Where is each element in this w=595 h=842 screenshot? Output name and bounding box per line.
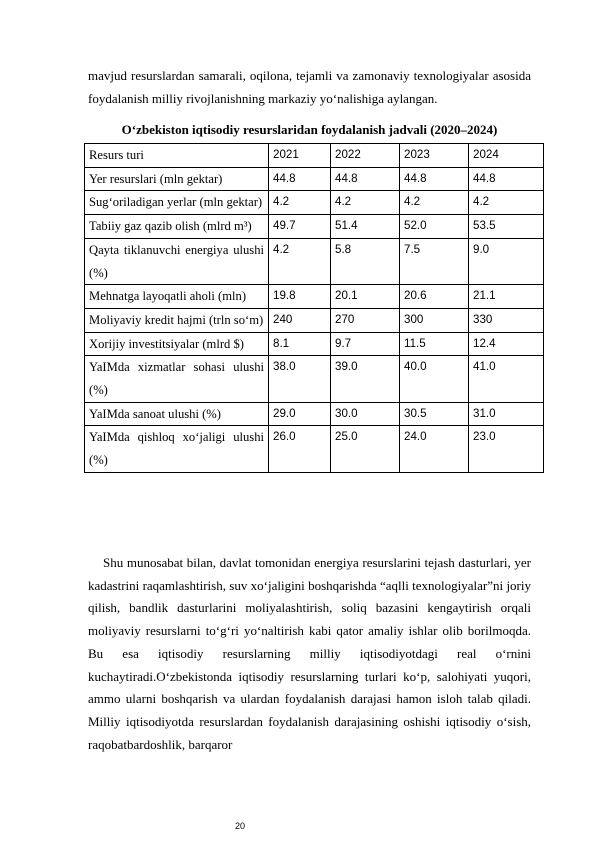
value-cell-2024: 31.0 — [469, 402, 544, 426]
value-cell-2021: 240 — [269, 308, 331, 332]
value-cell-2022: 44.8 — [331, 167, 400, 191]
value-cell-2024: 44.8 — [469, 167, 544, 191]
value-cell-2023: 44.8 — [400, 167, 469, 191]
header-cell-2023: 2023 — [400, 144, 469, 168]
value-cell-2023: 30.5 — [400, 402, 469, 426]
value-cell-2023: 24.0 — [400, 426, 469, 472]
table-row — [85, 285, 544, 309]
table-row — [85, 402, 544, 426]
value-cell-2022: 39.0 — [331, 356, 400, 402]
table-row — [85, 191, 544, 215]
resource-name-cell: Sug‘oriladigan yerlar (mln gektar) — [85, 191, 269, 215]
value-cell-2021: 4.2 — [269, 191, 331, 215]
value-cell-2022: 30.0 — [331, 402, 400, 426]
table-row — [85, 238, 544, 284]
resource-name-cell: Yer resurslari (mln gektar) — [85, 167, 269, 191]
value-cell-2022: 51.4 — [331, 215, 400, 239]
value-cell-2023: 7.5 — [400, 238, 469, 284]
value-cell-2023: 11.5 — [400, 332, 469, 356]
header-cell-2021: 2021 — [269, 144, 331, 168]
paragraph-body: Shu munosabat bilan, davlat tomonidan energiya resurslarini tejash dasturlari, yer kadastrini raqamlashtirish, suv xo‘jaligini boshqarishda “aqlli texnologiyalar”ni joriy qilish, bandlik dasturlarini moliyalashtirish, soliq bazasini kengaytirish orqali moliyaviy resurslarni to‘g‘ri yo‘naltirish kabi qator amaliy ishlar olib borilmoqda. Bu esa iqtisodiy resurslarning milliy iqtisodiyotdagi real o‘rnini kuchaytiradi.O‘zbekistonda iqtisodiy resurslarning turlari ko‘p, salohiyati yuqori, ammo ularni boshqarish va ulardan foydalanish darajasi hamon isloh talab qiladi. Milliy iqtisodiyotda resurslardan foydalanish darajasining oshishi iqtisodiy o‘sish, raqobatbardoshlik, barqaror — [88, 555, 531, 752]
header-cell-resource: Resurs turi — [85, 144, 269, 168]
value-cell-2024: 12.4 — [469, 332, 544, 356]
value-cell-2024: 41.0 — [469, 356, 544, 402]
resource-name-cell: Moliyaviy kredit hajmi (trln so‘m) — [85, 308, 269, 332]
value-cell-2021: 19.8 — [269, 285, 331, 309]
value-cell-2021: 26.0 — [269, 426, 331, 472]
value-cell-2021: 4.2 — [269, 238, 331, 284]
value-cell-2021: 49.7 — [269, 215, 331, 239]
value-cell-2021: 38.0 — [269, 356, 331, 402]
table-row — [85, 426, 544, 472]
header-cell-2024: 2024 — [469, 144, 544, 168]
table-row — [85, 356, 544, 402]
value-cell-2021: 29.0 — [269, 402, 331, 426]
value-cell-2023: 40.0 — [400, 356, 469, 402]
value-cell-2022: 9.7 — [331, 332, 400, 356]
table-row — [85, 215, 544, 239]
table-row — [85, 167, 544, 191]
value-cell-2024: 330 — [469, 308, 544, 332]
value-cell-2022: 25.0 — [331, 426, 400, 472]
table-header-row — [85, 144, 544, 168]
resource-name-cell: YaIMda qishloq xo‘jaligi ulushi (%) — [85, 426, 269, 472]
value-cell-2024: 21.1 — [469, 285, 544, 309]
value-cell-2024: 53.5 — [469, 215, 544, 239]
value-cell-2022: 5.8 — [331, 238, 400, 284]
page-number: 20 — [234, 821, 245, 831]
resources-table — [84, 143, 544, 473]
value-cell-2024: 23.0 — [469, 426, 544, 472]
value-cell-2023: 300 — [400, 308, 469, 332]
resource-name-cell: Tabiiy gaz qazib olish (mlrd m³) — [85, 215, 269, 239]
value-cell-2023: 4.2 — [400, 191, 469, 215]
value-cell-2023: 20.6 — [400, 285, 469, 309]
value-cell-2022: 4.2 — [331, 191, 400, 215]
table-title: O‘zbekiston iqtisodiy resurslaridan foydalanish jadvali (2020–2024) — [121, 122, 498, 137]
resource-name-cell: YaIMda sanoat ulushi (%) — [85, 402, 269, 426]
paragraph-intro: mavjud resurslardan samarali, oqilona, tejamli va zamonaviy texnologiyalar asosida foydalanish milliy rivojlanishning markaziy yo‘nalishiga aylangan. — [88, 68, 531, 106]
resource-name-cell: Qayta tiklanuvchi energiya ulushi (%) — [85, 238, 269, 284]
value-cell-2021: 44.8 — [269, 167, 331, 191]
resource-name-cell: Xorijiy investitsiyalar (mlrd $) — [85, 332, 269, 356]
value-cell-2022: 270 — [331, 308, 400, 332]
value-cell-2024: 4.2 — [469, 191, 544, 215]
resource-name-cell: Mehnatga layoqatli aholi (mln) — [85, 285, 269, 309]
header-cell-2022: 2022 — [331, 144, 400, 168]
table-row — [85, 308, 544, 332]
value-cell-2022: 20.1 — [331, 285, 400, 309]
value-cell-2023: 52.0 — [400, 215, 469, 239]
table-row — [85, 332, 544, 356]
value-cell-2024: 9.0 — [469, 238, 544, 284]
resource-name-cell: YaIMda xizmatlar sohasi ulushi (%) — [85, 356, 269, 402]
value-cell-2021: 8.1 — [269, 332, 331, 356]
